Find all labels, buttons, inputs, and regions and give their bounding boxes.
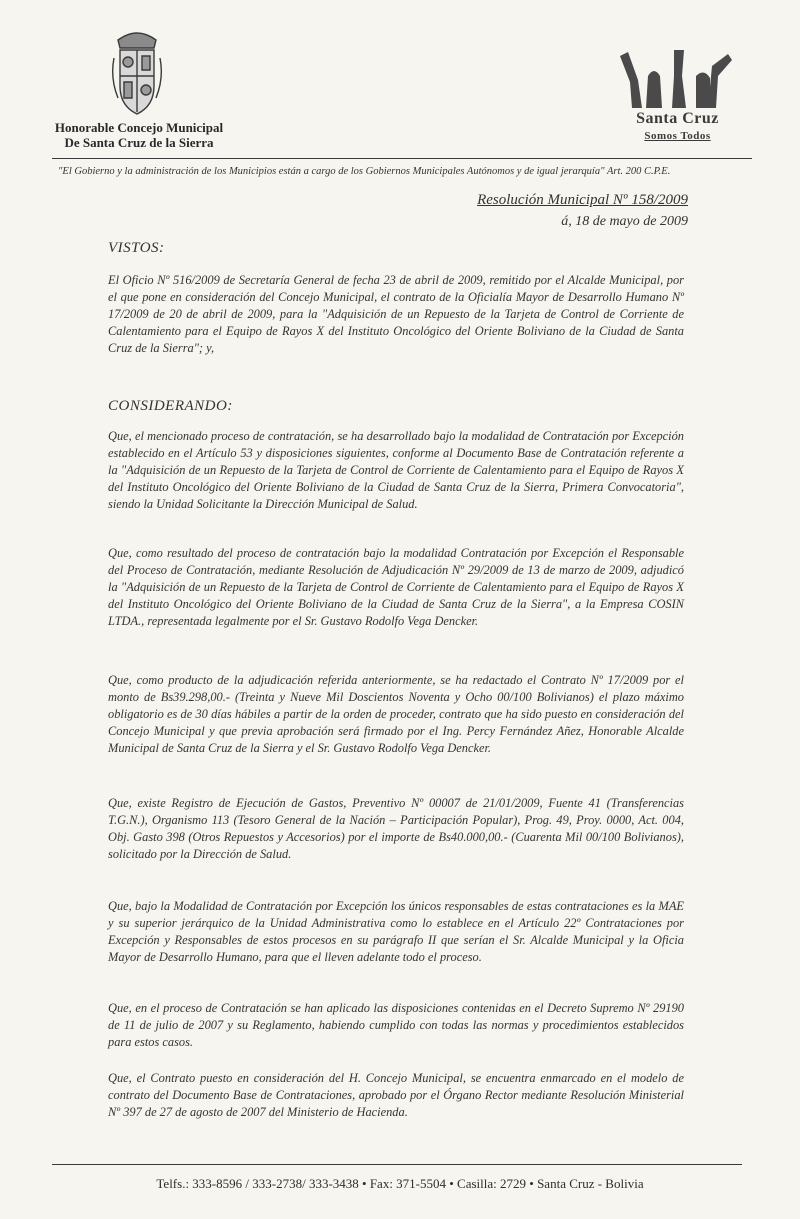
considerando-paragraph: Que, el mencionado proceso de contratación, se ha desarrollado bajo la modalidad de Contratación por Excepción establecido en el Artículo 53 y disposiciones siguientes, conforme al Documento Base de Contratación referente a la "Adquisición de un Repuesto de la Tarjeta de Control de Corriente de Calentamiento para el Equipo de Rayos X del Instituto Oncológico del Oriente Boliviano de la Ciudad de Santa Cruz de la Sierra, Primera Convocatoria", siendo la Unidad Solicitante la Dirección Municipal de Salud.	[108, 429, 684, 511]
council-name-line2: De Santa Cruz de la Sierra	[64, 135, 214, 150]
vistos-heading: VISTOS:	[108, 240, 165, 256]
considerando-paragraph: Que, el Contrato puesto en consideración del H. Concejo Municipal, se encuentra enmarcado en el modelo de contrato del Documento Base de Contrataciones, aprobado por el Órgano Rector mediante Resolución Ministerial Nº 397 de 27 de agosto de 2007 del Ministerio de Hacienda.	[108, 1071, 684, 1119]
considerando-paragraph: Que, en el proceso de Contratación se han aplicado las disposiciones contenidas en el Decreto Supremo Nº 29190 de 11 de julio de 2007 y su Reglamento, habiendo cumplido con todas las normas y procedimientos establecidos para estos casos.	[108, 1001, 684, 1049]
considerando-paragraph: Que, como producto de la adjudicación referida anteriormente, se ha redactado el Contrato Nº 17/2009 por el monto de Bs39.298,00.- (Treinta y Nueve Mil Doscientos Noventa y Ocho 00/100 Bolivianos) el plazo máximo obligatorio es de 30 días hábiles a partir de la orden de proceder, contrato que ha sido puesto en consideración del Concejo Municipal y que previa aprobación será firmado por el Ing. Percy Fernández Añez, Honorable Alcalde Municipal de Santa Cruz de la Sierra y el Sr. Gustavo Rodolfo Vega Dencker.	[108, 673, 684, 755]
resolution-title: Resolución Municipal Nº 158/2009	[477, 192, 688, 208]
considerando-heading: CONSIDERANDO:	[108, 398, 233, 414]
footer-contact: Telfs.: 333-8596 / 333-2738/ 333-3438 • Fax: 371-5504 • Casilla: 2729 • Santa Cruz - Bolivia	[156, 1176, 644, 1191]
coat-of-arms-icon	[110, 28, 164, 120]
resolution-date: á, 18 de mayo de 2009	[561, 214, 688, 229]
footer-rule	[52, 1164, 742, 1165]
vistos-paragraph: El Oficio Nº 516/2009 de Secretaría General de fecha 23 de abril de 2009, remitido por el Alcalde Municipal, por el que pone en consideración del Concejo Municipal, el contrato de la Oficialía Mayor de Desarrollo Humano Nº 17/2009 de 20 de abril de 2009, para la "Adquisición de un Repuesto de la Tarjeta de Control de Corriente de Calentamiento para el Equipo de Rayos X del Instituto Oncológico del Oriente Boliviano de la Ciudad de Santa Cruz de la Sierra"; y,	[108, 273, 684, 355]
logo-subtitle: Somos Todos	[644, 130, 711, 142]
council-name-line1: Honorable Concejo Municipal	[54, 120, 224, 135]
considerando-paragraph: Que, bajo la Modalidad de Contratación por Excepción los únicos responsables de estas contrataciones es la MAE y su superior jerárquico de la Unidad Administrativa como lo establece en el Artículo 22º Contrataciones por Excepción y Responsables de estos procesos en su parágrafo II que serían el Sr. Alcalde Municipal y la Oficia Mayor de Desarrollo Humano, para que el lleven adelante todo el proceso.	[108, 899, 684, 964]
constitution-quote: "El Gobierno y la administración de los Municipios están a cargo de los Gobiernos Municipales Autónomos y de igual jerarquía" Art. 200 C.P.E.	[58, 166, 671, 177]
header-rule	[52, 158, 752, 159]
council-name	[54, 120, 224, 150]
logo-title: Santa Cruz	[636, 110, 719, 127]
considerando-paragraph: Que, existe Registro de Ejecución de Gastos, Preventivo Nº 00007 de 21/01/2009, Fuente 41 (Transferencias T.G.N.), Organismo 113 (Tesoro General de la Nación – Participación Popular), Prog. 49, Proy. 0000, Act. 004, Obj. Gasto 398 (Otros Repuestos y Accesorios) por el importe de Bs40.000,00.- (Cuarenta Mil 00/100 Bolivianos), solicitado por la Dirección de Salud.	[108, 796, 684, 861]
considerando-paragraph: Que, como resultado del proceso de contratación bajo la modalidad Contratación por Excepción el Responsable del Proceso de Contratación, mediante Resolución de Adjudicación Nº 29/2009 de 13 de marzo de 2009, adjudicó la "Adquisición de un Repuesto de la Tarjeta de Control de Corriente de Calentamiento para el Equipo de Rayos X del Instituto Oncológico del Oriente Boliviano de la Ciudad de Santa Cruz de la Sierra", a la Empresa COSIN LTDA., representada legalmente por el Sr. Gustavo Rodolfo Vega Dencker.	[108, 546, 684, 628]
